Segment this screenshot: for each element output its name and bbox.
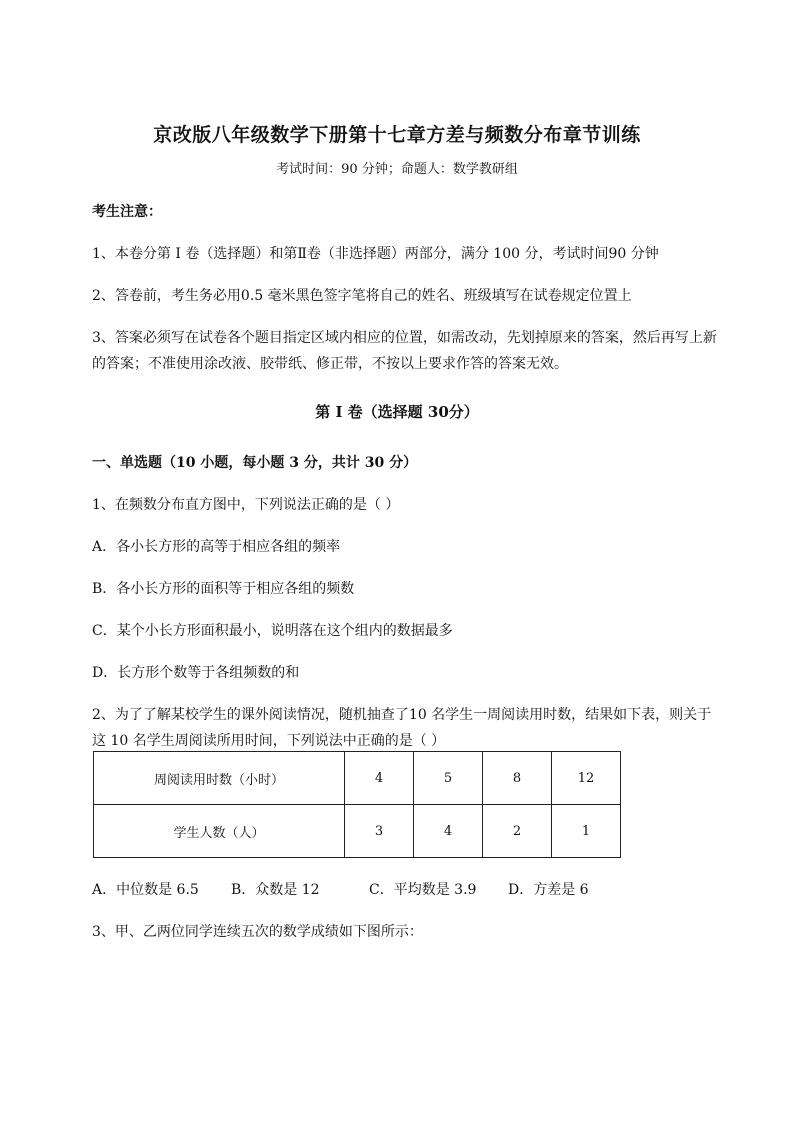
question-1-option-d: D．长方形个数等于各组频数的和 <box>92 665 300 681</box>
notice-item-1: 1、本卷分第 I 卷（选择题）和第Ⅱ卷（非选择题）两部分，满分 100 分，考试时间90 分钟 <box>92 246 659 262</box>
notice-item-3-cont: 的答案；不准使用涂改液、胶带纸、修正带，不按以上要求作答的答案无效。 <box>92 356 568 372</box>
question-2-option-a: A．中位数是 6.5 <box>92 882 199 898</box>
question-1-option-c: C．某个小长方形面积最小，说明落在这个组内的数据最多 <box>92 623 453 639</box>
table-cell: 12 <box>552 752 621 805</box>
question-3-stem: 3、甲、乙两位同学连续五次的数学成绩如下图所示： <box>92 924 423 940</box>
question-2-option-b: B．众数是 12 <box>231 882 320 898</box>
table-cell: 1 <box>552 805 621 858</box>
part-title: 第 I 卷（选择题 30分） <box>315 403 479 421</box>
question-1-option-b: B．各小长方形的面积等于相应各组的频数 <box>92 581 355 597</box>
question-2-option-d: D．方差是 6 <box>508 882 589 898</box>
question-2-stem-line2: 这 10 名学生周阅读所用时间，下列说法中正确的是（ ） <box>92 733 446 749</box>
question-2-stem-line1: 2、为了了解某校学生的课外阅读情况，随机抽查了10 名学生一周阅读用时数，结果如下表，则关于 <box>92 707 712 723</box>
exam-info: 考试时间：90 分钟；命题人：数学教研组 <box>276 162 518 177</box>
table-row <box>94 752 621 805</box>
question-1-option-a: A．各小长方形的高等于相应各组的频率 <box>92 539 341 555</box>
table-cell: 2 <box>483 805 552 858</box>
table-row-label: 学生人数（人） <box>94 805 345 858</box>
table-row <box>94 805 621 858</box>
page-title: 京改版八年级数学下册第十七章方差与频数分布章节训练 <box>153 124 641 146</box>
table-cell: 5 <box>414 752 483 805</box>
table-cell: 8 <box>483 752 552 805</box>
reading-time-table <box>93 751 621 858</box>
question-2-option-c: C．平均数是 3.9 <box>369 882 477 898</box>
notice-item-2: 2、答卷前，考生务必用0.5 毫米黑色签字笔将自己的姓名、班级填写在试卷规定位置上 <box>92 288 632 304</box>
notice-item-3: 3、答案必须写在试卷各个题目指定区域内相应的位置，如需改动，先划掉原来的答案，然后再写上新 <box>92 330 717 346</box>
table-row-label: 周阅读用时数（小时） <box>94 752 345 805</box>
notice-heading: 考生注意： <box>92 204 162 220</box>
table-cell: 4 <box>345 752 414 805</box>
section-heading: 一、单选题（10 小题，每小题 3 分，共计 30 分） <box>92 455 418 471</box>
question-1-stem: 1、在频数分布直方图中，下列说法正确的是（ ） <box>92 497 400 513</box>
table-cell: 3 <box>345 805 414 858</box>
table-cell: 4 <box>414 805 483 858</box>
